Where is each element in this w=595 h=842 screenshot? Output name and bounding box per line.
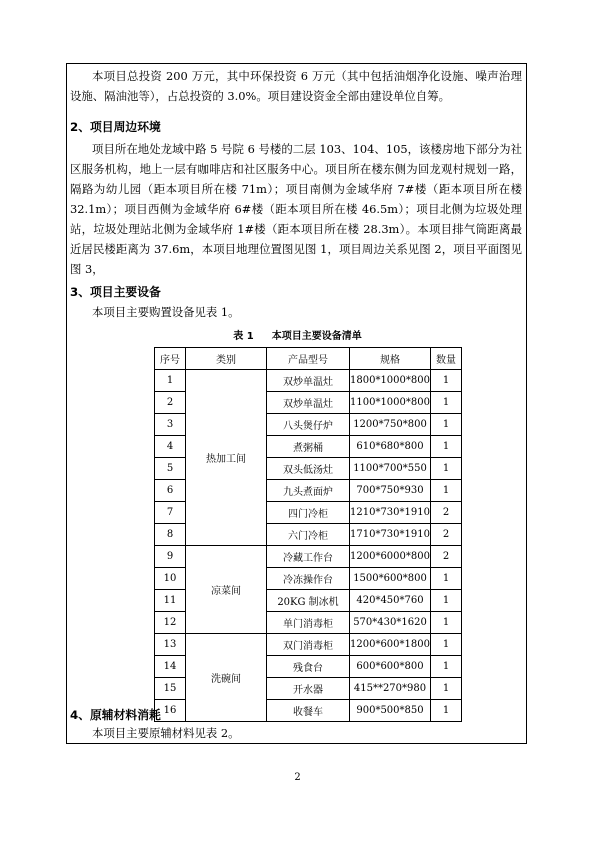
table-header-row — [155, 348, 462, 370]
cell-no: 12 — [155, 612, 186, 634]
cell-qty: 1 — [431, 678, 462, 700]
cell-spec: 415**270*980 — [350, 678, 431, 700]
cell-model: 残食台 — [267, 656, 350, 678]
cell-model: 20KG 制冰机 — [267, 590, 350, 612]
cell-spec: 1200*6000*800 — [350, 546, 431, 568]
cell-no: 2 — [155, 392, 186, 414]
cell-qty: 1 — [431, 392, 462, 414]
header-model: 产品型号 — [267, 348, 350, 370]
cell-spec: 900*500*850 — [350, 700, 431, 722]
cell-qty: 1 — [431, 480, 462, 502]
cell-category: 洗碗间 — [186, 634, 267, 722]
cell-model: 冷藏工作台 — [267, 546, 350, 568]
cell-qty: 2 — [431, 546, 462, 568]
cell-spec: 700*750*930 — [350, 480, 431, 502]
cell-qty: 2 — [431, 502, 462, 524]
cell-no: 4 — [155, 436, 186, 458]
cell-no: 10 — [155, 568, 186, 590]
cell-spec: 1210*730*1910 — [350, 502, 431, 524]
section-3-heading: 3、项目主要设备 — [70, 285, 161, 299]
cell-no: 5 — [155, 458, 186, 480]
cell-no: 15 — [155, 678, 186, 700]
cell-model: 冷冻操作台 — [267, 568, 350, 590]
cell-model: 单门消毒柜 — [267, 612, 350, 634]
cell-spec: 570*430*1620 — [350, 612, 431, 634]
cell-no: 1 — [155, 370, 186, 392]
cell-qty: 1 — [431, 370, 462, 392]
table-row — [155, 370, 462, 392]
page-number: 2 — [294, 772, 301, 783]
cell-no: 16 — [155, 700, 186, 722]
cell-spec: 1100*1000*800 — [350, 392, 431, 414]
table-1-number: 表 1 — [233, 331, 254, 342]
section-2-text: 项目所在地处龙域中路 5 号院 6 号楼的二层 103、104、105，该楼房地下部分为社区服务机构，地上一层有咖啡店和社区服务中心。项目所在楼东侧为回龙观村规划一路，隔路为幼儿园（距本项目所在楼 71m）；项目南侧为金域华府 7#楼（距本项目所在楼 32.1m）；项目西侧为金域华府 6#楼（距本项目所在楼 46.5m）；项目北侧为垃圾处理站，垃圾处理站北侧为金域华府 1#楼（距本项目所在楼 28.3m）。本项目排气筒距离最近居民楼距离为 37.6m，本项目地理位置图见图 1，项目周边关系见图 2，项目平面图见图 3， — [70, 142, 522, 276]
cell-qty: 1 — [431, 634, 462, 656]
cell-no: 7 — [155, 502, 186, 524]
cell-category: 热加工间 — [186, 370, 267, 546]
cell-qty: 1 — [431, 656, 462, 678]
cell-qty: 1 — [431, 612, 462, 634]
cell-no: 11 — [155, 590, 186, 612]
cell-category: 凉菜间 — [186, 546, 267, 634]
cell-model: 开水器 — [267, 678, 350, 700]
cell-model: 四门冷柜 — [267, 502, 350, 524]
equipment-table-body — [155, 370, 462, 722]
section-3-text: 本项目主要购置设备见表 1。 — [92, 305, 240, 319]
cell-qty: 1 — [431, 590, 462, 612]
cell-qty: 1 — [431, 458, 462, 480]
section-4-text: 本项目主要原辅材料见表 2。 — [92, 726, 240, 740]
cell-spec: 420*450*760 — [350, 590, 431, 612]
cell-spec: 600*600*800 — [350, 656, 431, 678]
cell-spec: 1800*1000*800 — [350, 370, 431, 392]
table-1-title: 本项目主要设备清单 — [271, 331, 362, 342]
cell-no: 13 — [155, 634, 186, 656]
intro-paragraph: 本项目总投资 200 万元，其中环保投资 6 万元（其中包括油烟净化设施、噪声治理设施、隔油池等），占总投资的 3.0%。项目建设资金全部由建设单位自筹。 — [70, 69, 522, 103]
cell-model: 双炒单温灶 — [267, 392, 350, 414]
cell-model: 双门消毒柜 — [267, 634, 350, 656]
cell-qty: 1 — [431, 700, 462, 722]
table-row — [155, 634, 462, 656]
cell-model: 收餐车 — [267, 700, 350, 722]
cell-qty: 1 — [431, 414, 462, 436]
header-qty: 数量 — [431, 348, 462, 370]
table-row — [155, 546, 462, 568]
cell-spec: 1500*600*800 — [350, 568, 431, 590]
cell-model: 八头煲仔炉 — [267, 414, 350, 436]
cell-model: 双炒单温灶 — [267, 370, 350, 392]
cell-model: 六门冷柜 — [267, 524, 350, 546]
cell-no: 3 — [155, 414, 186, 436]
cell-spec: 1200*600*1800 — [350, 634, 431, 656]
cell-qty: 2 — [431, 524, 462, 546]
cell-no: 6 — [155, 480, 186, 502]
cell-spec: 1100*700*550 — [350, 458, 431, 480]
cell-spec: 1200*750*800 — [350, 414, 431, 436]
equipment-table — [154, 347, 462, 722]
cell-no: 8 — [155, 524, 186, 546]
section-2-heading: 2、项目周边环境 — [70, 120, 161, 134]
cell-no: 14 — [155, 656, 186, 678]
section-4-heading: 4、原辅材料消耗 — [70, 708, 161, 722]
header-category: 类别 — [186, 348, 267, 370]
header-no: 序号 — [155, 348, 186, 370]
cell-model: 九头煮面炉 — [267, 480, 350, 502]
cell-no: 9 — [155, 546, 186, 568]
cell-spec: 1710*730*1910 — [350, 524, 431, 546]
cell-model: 煮粥桶 — [267, 436, 350, 458]
cell-spec: 610*680*800 — [350, 436, 431, 458]
table-1-caption — [0, 327, 595, 342]
cell-qty: 1 — [431, 436, 462, 458]
cell-qty: 1 — [431, 568, 462, 590]
cell-model: 双头低汤灶 — [267, 458, 350, 480]
header-spec: 规格 — [350, 348, 431, 370]
